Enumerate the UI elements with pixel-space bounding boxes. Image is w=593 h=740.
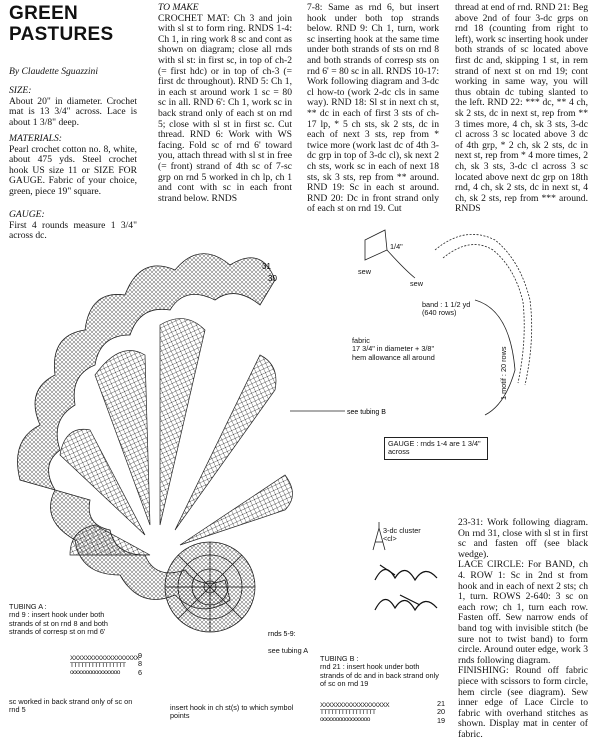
tubing-a-symbols [70,655,139,676]
tubing-a-num-9: 9 [138,651,143,660]
center-medallion [165,542,255,632]
tubing-a-heading: TUBING A : [9,602,47,611]
tubing-b-num-20: 20 [437,707,446,717]
tubing-b-x-row: XXXXXXXXXXXXXXXXXX [320,702,390,709]
to-make-section [158,3,292,204]
band-rows: (640 rows) [422,308,457,318]
cluster-label: 3-dc cluster <cl> [383,526,421,544]
tubing-a-o-row: oooooooooooooooo [70,669,120,676]
see-tubing-a-label: see tubing A [268,646,309,655]
cluster-howto-diagram [365,520,455,640]
tubing-b-heading: TUBING B : [320,654,359,663]
cluster-step-images [375,565,437,610]
fabric-hem: hem allowance all around [352,352,435,362]
materials-heading: MATERIALS: [9,133,62,144]
size-section [9,86,137,128]
rounds-column-4: thread at end of rnd. RND 21: Beg above 2nd of four 3-dc grps on rnd 18 (counting from right to left), work sc inserting hook under both strands of sc located above first dc and, skipping 1 st, in rem strand of next st on rnd 19; cont working in same way, you will thus obtain dc tubing slanted to the left. RND 22: *** dc, ** 4 ch, sk 2 sts, dc in next st, rep from ** 3 times more, 4 ch, sk 3 sts, 3-dc cl across 3 sc located above 3 dc of 4th grp, * 2 ch, sk 2 sts, dc in next st, rep from * 4 more times, 2 ch, sk 3 sts, 3-dc cl across 3 sc located above next dc grp on 18th rnd, 4 ch, sk 2 sts, dc in next st, 4 ch, sk 2 sts, rep from *** around. RNDS [455,2,588,215]
ring-number-31: 31 [262,262,271,271]
title-line-2: PASTURES [9,24,114,45]
title-line-1: GREEN [9,3,79,24]
to-make-text: CROCHET MAT: Ch 3 and join with sl st to form ring. RNDS 1-4: Ch 1, in ring work 8 sc and cont as shown on diagram; close all rnds with sl st: in first sc, in top of ch-2 (= first hdc) or in top of ch-3 (= first dc throughout). RND 5: Ch 1, in each st around work 1 sc = 80 sc in all. RND 6': Ch 1, work sc in back strand only of each st on rnd 5; close with sl st in first sc. Cut thread. RND 6: Work with WS facing. Fold sc of rnd 6' toward you, attach thread with sl st in free (= front) strand of 4th sc of 7-sc grp on rnd 5 worked in ch lp, ch 1 and cont with sc in each front strand below. RNDS [158,12,292,204]
fabric-dimension: 17 3/4" in diameter + 3/8" [352,344,435,354]
tubing-a-num-8: 8 [138,659,143,669]
band-label [422,301,470,318]
ring-number-30: 30 [268,274,277,283]
rnds-5-9-label: rnds 5-9: [268,631,296,638]
band-fabric-diagram [335,220,593,420]
tubing-b-t-row: TTTTTTTTTTTTTTTT [320,709,376,716]
see-tubing-b-label: see tubing B [347,409,386,416]
motif-label: 1 motif : 20 rows [499,346,508,400]
fabric-title: fabric [352,336,370,345]
tubing-a-row-numbers [138,652,142,677]
sew-label-1: sew [358,267,371,276]
tubing-a-note: sc worked in back strand only of sc on rnd 5 [9,697,133,715]
tubing-b-text: rnd 21 : insert hook under both strands of dc and in back strand only of sc on rnd 19 [320,662,439,689]
materials-section [9,134,137,198]
tubing-b-block [320,655,445,689]
lace-circle-text: LACE CIRCLE: For BAND, ch 4. ROW 1: Sc in 2nd st from hook and in each of next 2 sts; ch 1, turn. ROWS 2-640: 3 sc on each row; ch 1, turn each row. Fasten off. Sew narrow ends of band tog with invisible stitch (be sure not to twist band) to form circle. Around outer edge, work 3 rnds following diagram. [458,559,588,666]
tubing-b-num-19: 19 [437,715,446,725]
band-length: band : 1 1/2 yd [422,300,471,309]
tubing-a-block [9,603,114,637]
tubing-b-num-21: 21 [437,699,446,708]
tubing-a-t-row: TTTTTTTTTTTTTTTT [70,662,126,669]
gauge-heading: GAUGE: [9,209,45,220]
insert-hook-note: insert hook in ch st(s) to which symbol points [170,703,294,721]
fabric-label [352,337,435,362]
tubing-b-o-row: oooooooooooooooo [320,716,370,723]
tubing-a-x-row: XXXXXXXXXXXXXXXXXX [70,655,140,662]
size-text: About 20" in diameter. Crochet mat is 13 3/4" across. Lace is about 1 3/8" deep. [9,95,137,128]
rounds-23-31: 23-31: Work following diagram. On rnd 31, close with sl st in first sc and fasten off (see black wedge). [458,517,588,560]
gauge-box: GAUGE : rnds 1-4 are 1 3/4" across [384,437,488,460]
gauge-text: First 4 rounds measure 1 3/4" across dc. [9,219,137,242]
sew-label-2: sew [410,279,423,288]
rounds-column-3: 7-8: Same as rnd 6, but insert hook under both top strands below. RND 9: Ch 1, turn, work sc inserting hook at the same time under both strands of sts on rnd 8 and both strands of corresp sts on rnd 6' = 80 sc in all. RNDS 10-17: Work following diagram and 3-dc cl how-to (work 2-dc cls in same way). RND 18: Sl st in next ch st, ** dc in each of first 3 sts of ch-17 lp, * 5 ch sts, sk 2 sts, dc in each of next 3 sts, rep from * twice more (work last dc of 4th 3-dc grp in top of 3-dc cl), sk next 2 ch sts, work sc in each of next 18 sts, sk 3 sts, rep from ** around. RND 19: Sc in each st around. RND 20: Dc in front strand only of each st on rnd 19. Cut [307,2,439,215]
materials-text: Pearl crochet cotton no. 8, white, about 475 yds. Steel crochet hook US size 11 or SIZE FOR GAUGE. Fabric of your choice, green, piece 19" square. [9,143,137,197]
lower-right-instructions [458,518,588,740]
quarter-inch-label: 1/4" [390,242,403,251]
to-make-heading: TO MAKE [158,2,199,13]
tubing-a-text: rnd 9 : insert hook under both strands of st on rnd 8 and both strands of corresp st on rnd 6' [9,610,108,637]
pattern-title [9,3,113,45]
author-byline: By Claudette Sguazzini [9,66,98,77]
tubing-a-num-6: 6 [138,667,143,677]
tubing-b-symbols [320,702,389,723]
size-heading: SIZE: [9,85,32,96]
finishing-text: FINISHING: Round off fabric piece with scissors to form circle, hem circle (see diagram). Sew inner edge of Lace Circle to fabric with overhand stitches as shown. Display mat in center of fabric. [458,665,588,740]
tubing-b-row-numbers [437,700,445,725]
